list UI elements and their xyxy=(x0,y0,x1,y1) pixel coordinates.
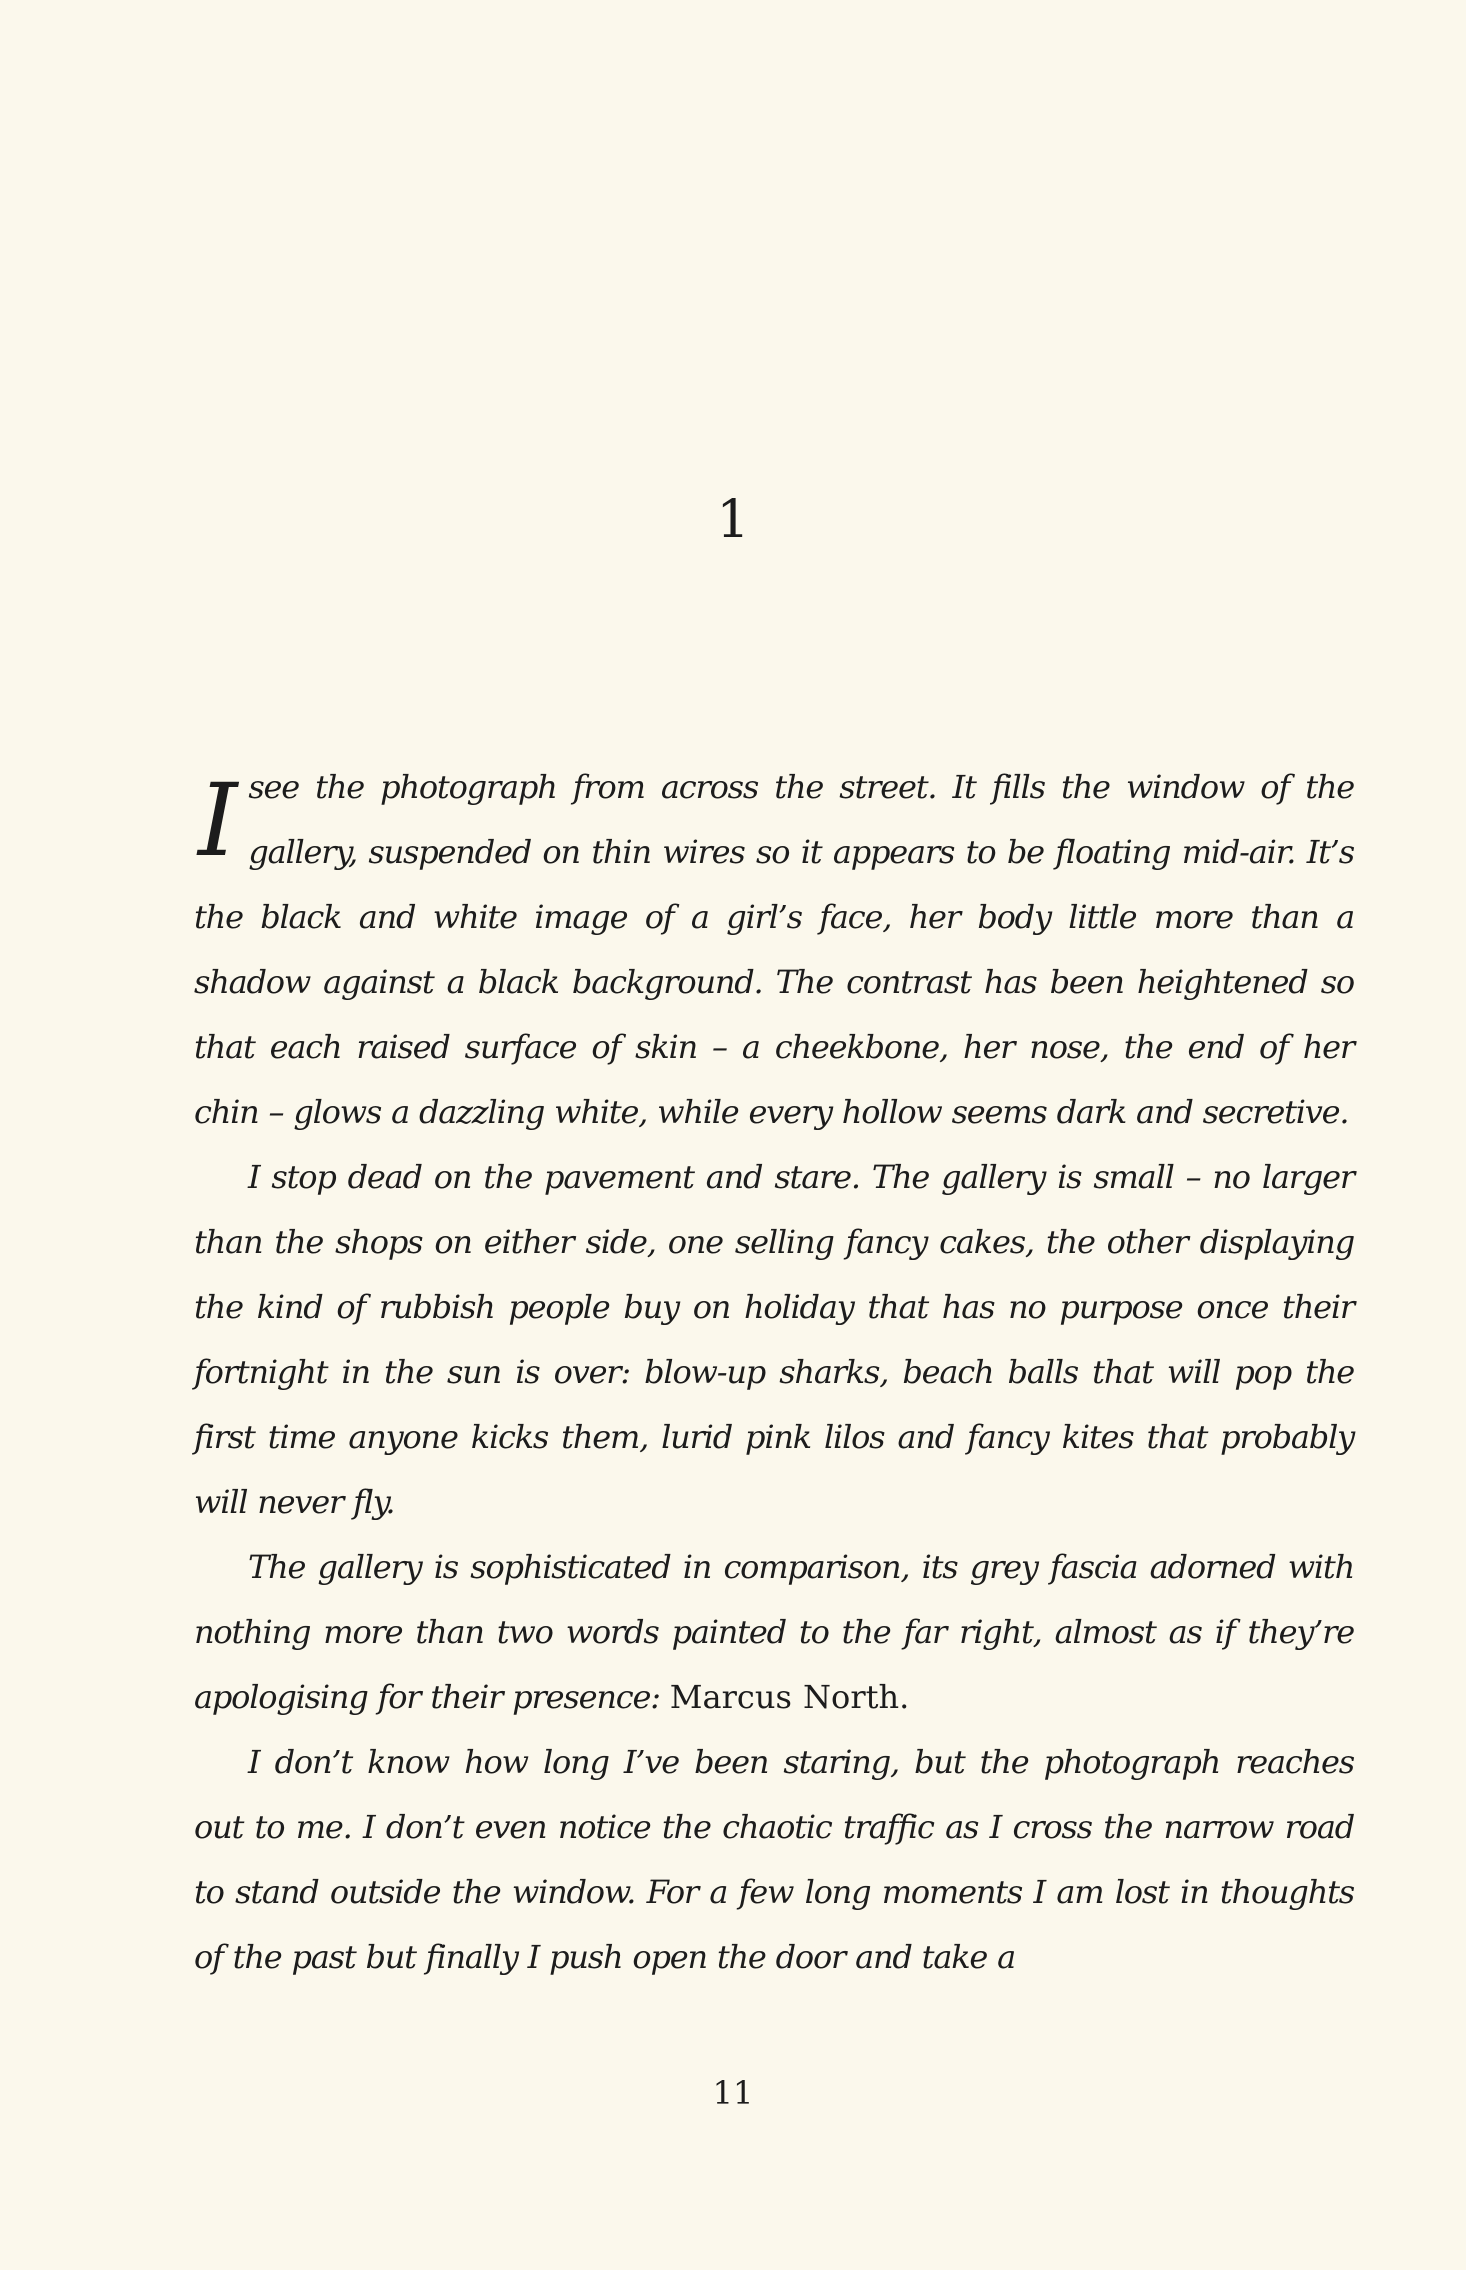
paragraph-4 xyxy=(194,1730,1354,1990)
paragraph-text: see the photograph from across the street. It fills the window of the gallery, suspended on thin wires so it appears to be floating mid-air. It’s the black and white image of a girl’s face, her body little more than a shadow against a black background. The contrast has been heightened so that each raised surface of skin – a cheekbone, her nose, the end of her chin – glows a dazzling white, while every hollow seems dark and secretive. xyxy=(194,768,1354,1131)
chapter-body xyxy=(194,755,1354,1990)
paragraph-text: I stop dead on the pavement and stare. The gallery is small – no larger than the shops on either side, one selling fancy cakes, the other displaying the kind of rubbish people buy on holiday that has no purpose once their fortnight in the sun is over: blow-up sharks, beach balls that will pop the first time anyone kicks them, lurid pink lilos and fancy kites that probably will never fly. xyxy=(194,1158,1354,1521)
drop-cap: I xyxy=(198,762,237,879)
chapter-number: 1 xyxy=(716,490,750,550)
page-number: 11 xyxy=(712,2074,754,2112)
paragraph-text: I don’t know how long I’ve been staring, but the photograph reaches out to me. I don’t even notice the chaotic traffic as I cross the narrow road to stand outside the window. For a few long moments I am lost in thoughts of the past but finally I push open the door and take a xyxy=(194,1743,1354,1976)
paragraph-2 xyxy=(194,1145,1354,1535)
gallery-sign-name: Marcus North. xyxy=(669,1678,910,1716)
paragraph-3 xyxy=(194,1535,1354,1730)
paragraph-text: The gallery is sophisticated in comparison, its grey fascia adorned with nothing more than two words painted to the far right, almost as if they’re apologising for their presence: xyxy=(194,1548,1354,1716)
paragraph-1 xyxy=(194,755,1354,1145)
